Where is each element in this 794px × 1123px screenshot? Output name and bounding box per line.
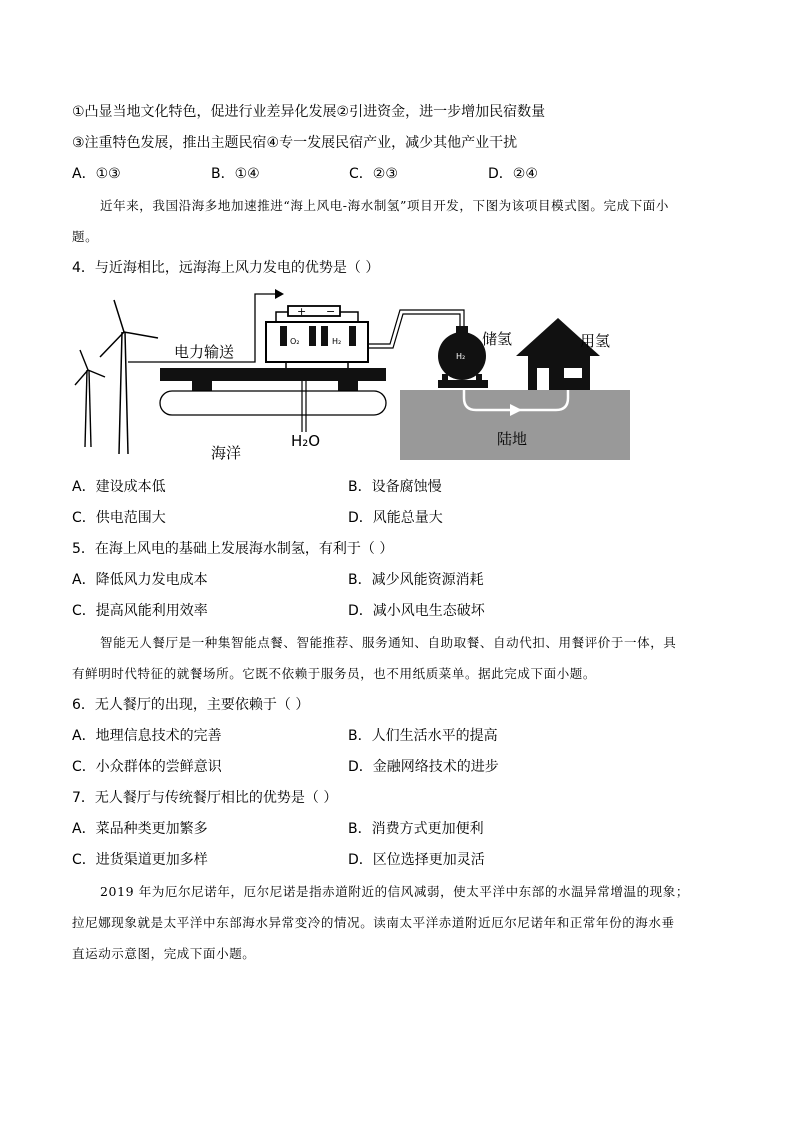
q4-option-c: C．供电范围大	[72, 510, 166, 526]
q4-option-a: A．建设成本低	[72, 479, 166, 495]
hydrogen-tank-icon	[438, 326, 488, 388]
q7-option-b: B．消费方式更加便利	[348, 821, 484, 837]
platform-deck	[160, 368, 386, 381]
q5-option-b: B．减少风能资源消耗	[348, 572, 484, 588]
large-wind-turbine	[100, 300, 158, 454]
q3-option-a: A．①③	[72, 166, 121, 182]
use-label: 用氢	[580, 332, 611, 350]
q6-option-b: B．人们生活水平的提高	[348, 728, 498, 744]
q6-stem: 6．无人餐厅的出现，主要依赖于（ ）	[72, 697, 310, 713]
q7-stem: 7．无人餐厅与传统餐厅相比的优势是（ ）	[72, 790, 338, 806]
wind-hydrogen-diagram	[70, 282, 630, 460]
land-area	[400, 390, 630, 460]
land-label: 陆地	[497, 430, 528, 448]
q6-option-a: A．地理信息技术的完善	[72, 728, 222, 744]
q4-option-d: D．风能总量大	[348, 510, 443, 526]
ocean-label: 海洋	[211, 444, 242, 460]
power-label: 电力输送	[174, 343, 235, 361]
passage3-line2: 拉尼娜现象就是太平洋中东部海水异常变冷的情况。读南太平洋赤道附近厄尔尼诺年和正常年份的海水垂	[72, 915, 675, 930]
passage1-line2: 题。	[72, 229, 99, 244]
q6-option-d: D．金融网络技术的进步	[348, 759, 499, 775]
passage3-line1: 2019 年为厄尔尼诺年，厄尔尼诺是指赤道附近的信风减弱，使太平洋中东部的水温异常增温的现象；	[100, 884, 689, 899]
svg-text:+: +	[297, 305, 307, 318]
passage2-line1: 智能无人餐厅是一种集智能点餐、智能推荐、服务通知、自助取餐、自动代扣、用餐评价于一体，具	[100, 635, 677, 650]
q7-option-a: A．菜品种类更加繁多	[72, 821, 208, 837]
small-wind-turbine	[75, 350, 105, 447]
q3-statement-line2: ③注重特色发展，推出主题民宿④专一发展民宿产业，减少其他产业干扰	[72, 135, 518, 151]
q5-option-a: A．降低风力发电成本	[72, 572, 208, 588]
q7-option-c: C．进货渠道更加多样	[72, 852, 208, 868]
power-arrow-icon	[275, 289, 284, 299]
tank-label: H₂	[456, 352, 466, 361]
q6-option-c: C．小众群体的尝鲜意识	[72, 759, 222, 775]
q3-statement-line1: ①凸显当地文化特色，促进行业差异化发展②引进资金，进一步增加民宿数量	[72, 104, 546, 120]
house-icon	[516, 318, 600, 390]
q4-stem: 4．与近海相比，远海海上风力发电的优势是（ ）	[72, 260, 380, 276]
o2-label: O₂	[290, 337, 300, 346]
q5-option-c: C．提高风能利用效率	[72, 603, 208, 619]
electrolyzer	[266, 305, 368, 368]
q7-option-d: D．区位选择更加灵活	[348, 852, 485, 868]
q5-stem: 5．在海上风电的基础上发展海水制氢，有利于（ ）	[72, 541, 394, 557]
water-label: H₂O	[291, 432, 321, 450]
passage2-line2: 有鲜明时代特征的就餐场所。它既不依赖于服务员，也不用纸质菜单。据此完成下面小题。	[72, 666, 597, 681]
h2-label: H₂	[332, 337, 342, 346]
svg-text:−: −	[326, 305, 336, 318]
q3-option-c: C．②③	[349, 166, 398, 182]
q5-option-d: D．减小风电生态破坏	[348, 603, 485, 619]
passage1-line1: 近年来，我国沿海多地加速推进“海上风电-海水制氢”项目开发，下图为该项目模式图。完成下面小	[100, 198, 670, 213]
storage-label: 储氢	[482, 330, 513, 348]
q3-option-b: B．①④	[211, 166, 260, 182]
q4-option-b: B．设备腐蚀慢	[348, 479, 442, 495]
passage3-line3: 直运动示意图，完成下面小题。	[72, 946, 256, 961]
q3-option-d: D．②④	[488, 166, 538, 182]
platform-pontoon	[160, 391, 386, 415]
